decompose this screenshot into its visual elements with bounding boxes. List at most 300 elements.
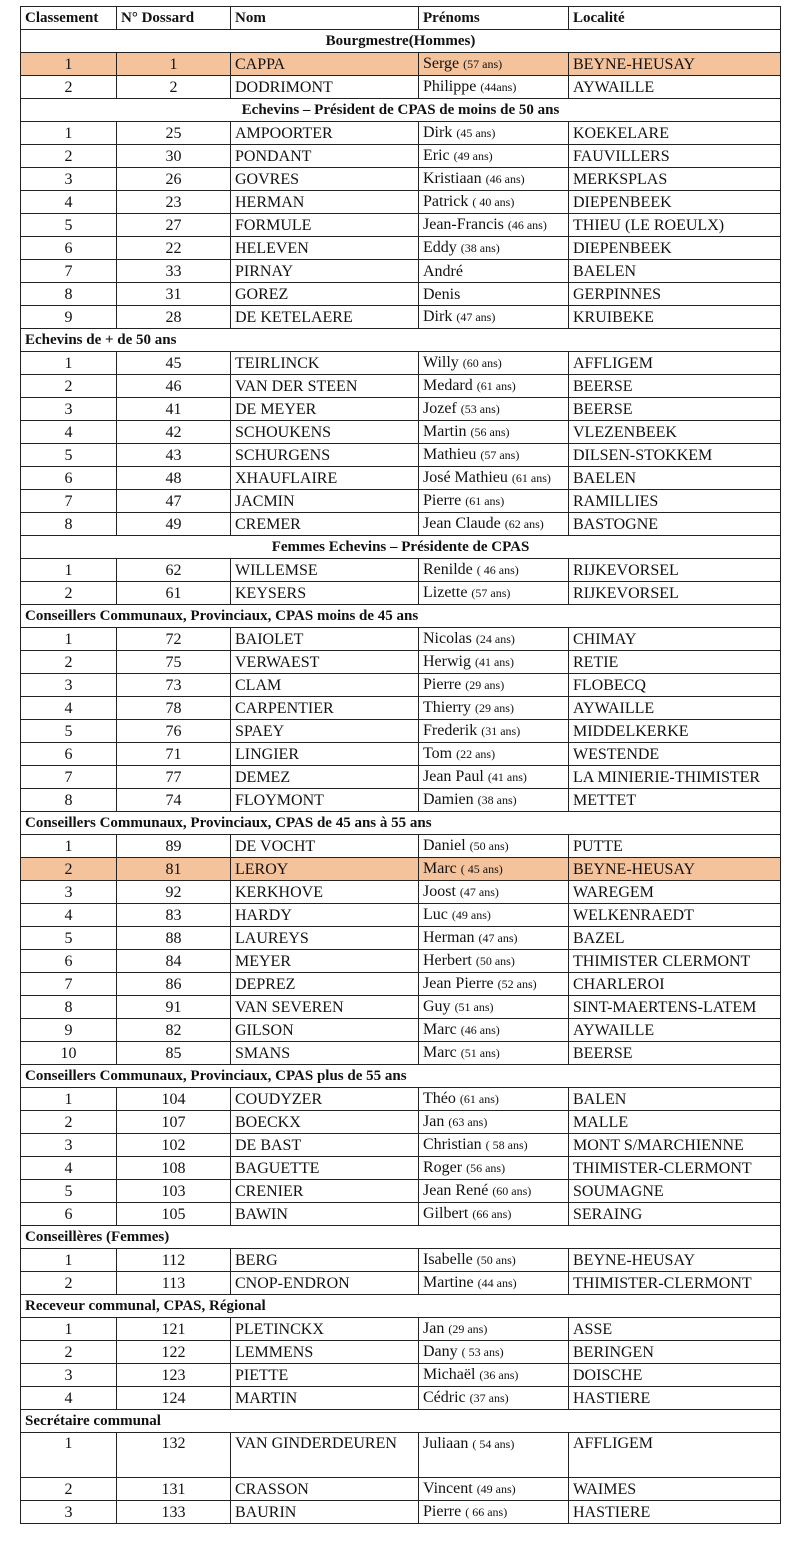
age-text: (61 ans) (511, 471, 551, 485)
age-text: (61 ans) (476, 379, 516, 393)
firstname-cell (419, 835, 569, 858)
rank-cell: 3 (21, 168, 117, 191)
rank-cell: 3 (21, 881, 117, 904)
bib-cell: 84 (117, 950, 231, 973)
name-cell: WILLEMSE (231, 559, 419, 582)
firstname-text: Denis (423, 285, 461, 303)
table-row (21, 421, 781, 444)
rank-cell: 4 (21, 1387, 117, 1410)
firstname-cell (419, 559, 569, 582)
rank-cell: 8 (21, 513, 117, 536)
name-cell: PIRNAY (231, 260, 419, 283)
firstname-cell (419, 283, 569, 306)
col-classement-header: Classement (21, 7, 117, 30)
age-text: (46 ans) (485, 172, 525, 186)
table-row (21, 76, 781, 99)
firstname-cell (419, 1111, 569, 1134)
locality-cell: BERINGEN (569, 1341, 781, 1364)
firstname-text: Pierre (423, 676, 462, 693)
rank-cell: 2 (21, 1478, 117, 1501)
bib-cell: 45 (117, 352, 231, 375)
firstname-cell (419, 398, 569, 421)
locality-cell: KOEKELARE (569, 122, 781, 145)
name-cell: LINGIER (231, 743, 419, 766)
table-row (21, 835, 781, 858)
firstname-cell (419, 1433, 569, 1478)
locality-cell: WESTENDE (569, 743, 781, 766)
rank-cell: 10 (21, 1042, 117, 1065)
table-row (21, 191, 781, 214)
firstname-cell (419, 1341, 569, 1364)
bib-cell: 73 (117, 674, 231, 697)
locality-cell: THIMISTER-CLERMONT (569, 1157, 781, 1180)
table-row (21, 1249, 781, 1272)
firstname-cell (419, 421, 569, 444)
table-row (21, 168, 781, 191)
locality-cell: BASTOGNE (569, 513, 781, 536)
name-cell: SCHURGENS (231, 444, 419, 467)
firstname-text: Marc (423, 1021, 457, 1038)
bib-cell: 89 (117, 835, 231, 858)
firstname-text: Vincent (423, 1480, 473, 1497)
firstname-text: Luc (423, 906, 448, 923)
rank-cell: 2 (21, 145, 117, 168)
rank-cell: 5 (21, 1180, 117, 1203)
name-cell: VAN DER STEEN (231, 375, 419, 398)
firstname-text: Frederik (423, 722, 478, 739)
table-row (21, 996, 781, 1019)
age-text: (37 ans) (469, 1391, 509, 1405)
bib-cell: 122 (117, 1341, 231, 1364)
locality-cell: HASTIERE (569, 1387, 781, 1410)
firstname-text: Nicolas (423, 630, 472, 647)
name-cell: CNOP-ENDRON (231, 1272, 419, 1295)
firstname-text: Jean-Francis (423, 216, 504, 233)
name-cell: BERG (231, 1249, 419, 1272)
rank-cell: 4 (21, 1157, 117, 1180)
rank-cell: 3 (21, 1501, 117, 1524)
firstname-cell (419, 237, 569, 260)
table-row (21, 145, 781, 168)
firstname-text: Théo (423, 1090, 456, 1107)
col-prenoms-header: Prénoms (419, 7, 569, 30)
table-row (21, 651, 781, 674)
name-cell: CAPPA (231, 53, 419, 76)
name-cell: DODRIMONT (231, 76, 419, 99)
firstname-text: Medard (423, 377, 473, 394)
firstname-text: Dirk (423, 308, 453, 325)
age-text: ( 40 ans) (472, 195, 515, 209)
bib-cell: 108 (117, 1157, 231, 1180)
rank-cell: 3 (21, 1364, 117, 1387)
firstname-text: Jean René (423, 1182, 489, 1199)
table-row (21, 375, 781, 398)
age-text: (50 ans) (475, 954, 515, 968)
table-row (21, 1501, 781, 1524)
bib-cell: 78 (117, 697, 231, 720)
locality-cell: HASTIERE (569, 1501, 781, 1524)
locality-cell: SOUMAGNE (569, 1180, 781, 1203)
section-title: Secrétaire communal (21, 1410, 781, 1433)
name-cell: SCHOUKENS (231, 421, 419, 444)
name-cell: BAGUETTE (231, 1157, 419, 1180)
bib-cell: 82 (117, 1019, 231, 1042)
rank-cell: 2 (21, 1272, 117, 1295)
firstname-text: Herman (423, 929, 475, 946)
firstname-cell (419, 145, 569, 168)
bib-cell: 88 (117, 927, 231, 950)
table-row (21, 352, 781, 375)
name-cell: SPAEY (231, 720, 419, 743)
section-heading-row (21, 30, 781, 53)
rank-cell: 2 (21, 375, 117, 398)
bib-cell: 43 (117, 444, 231, 467)
age-text: ( 58 ans) (485, 1138, 528, 1152)
rank-cell: 7 (21, 260, 117, 283)
name-cell: HARDY (231, 904, 419, 927)
age-text: (24 ans) (475, 632, 515, 646)
firstname-cell (419, 1042, 569, 1065)
age-text: (49 ans) (453, 149, 493, 163)
age-text: (47 ans) (456, 310, 496, 324)
table-row (21, 1364, 781, 1387)
firstname-cell (419, 973, 569, 996)
name-cell: DE MEYER (231, 398, 419, 421)
firstname-text: Jean Claude (423, 515, 501, 532)
table-row (21, 214, 781, 237)
rank-cell: 2 (21, 651, 117, 674)
rank-cell: 6 (21, 743, 117, 766)
bib-cell: 92 (117, 881, 231, 904)
table-row (21, 674, 781, 697)
section-title: Echevins – Président de CPAS de moins de 50 ans (21, 99, 781, 122)
firstname-text: Guy (423, 998, 451, 1015)
table-row (21, 467, 781, 490)
firstname-cell (419, 1387, 569, 1410)
age-text: (44ans) (480, 80, 517, 94)
section-heading-row (21, 536, 781, 559)
bib-cell: 46 (117, 375, 231, 398)
firstname-cell (419, 743, 569, 766)
locality-cell: MIDDELKERKE (569, 720, 781, 743)
locality-cell: RAMILLIES (569, 490, 781, 513)
locality-cell: BEYNE-HEUSAY (569, 53, 781, 76)
locality-cell: BAELEN (569, 467, 781, 490)
rank-cell: 6 (21, 237, 117, 260)
results-table (20, 6, 781, 1524)
age-text: (60 ans) (462, 356, 502, 370)
bib-cell: 72 (117, 628, 231, 651)
bib-cell: 33 (117, 260, 231, 283)
table-row (21, 1272, 781, 1295)
name-cell: VAN SEVEREN (231, 996, 419, 1019)
firstname-cell (419, 168, 569, 191)
firstname-text: Gilbert (423, 1205, 469, 1222)
firstname-text: Christian (423, 1136, 482, 1153)
firstname-cell (419, 490, 569, 513)
table-row (21, 628, 781, 651)
age-text: (57 ans) (463, 57, 503, 71)
age-text: (61 ans) (465, 494, 505, 508)
bib-cell: 26 (117, 168, 231, 191)
table-row (21, 306, 781, 329)
bib-cell: 112 (117, 1249, 231, 1272)
locality-cell: CHARLEROI (569, 973, 781, 996)
locality-cell: RIJKEVORSEL (569, 582, 781, 605)
name-cell: DE KETELAERE (231, 306, 419, 329)
firstname-text: Serge (423, 55, 460, 72)
firstname-cell (419, 375, 569, 398)
firstname-cell (419, 260, 569, 283)
table-row (21, 1111, 781, 1134)
name-cell: BAIOLET (231, 628, 419, 651)
age-text: (51 ans) (460, 1046, 500, 1060)
firstname-text: Marc (423, 860, 457, 877)
bib-cell: 132 (117, 1433, 231, 1478)
name-cell: PLETINCKX (231, 1318, 419, 1341)
firstname-text: Thierry (423, 699, 471, 716)
firstname-text: Jozef (423, 400, 457, 417)
locality-cell: FAUVILLERS (569, 145, 781, 168)
table-row (21, 973, 781, 996)
locality-cell: WAREGEM (569, 881, 781, 904)
firstname-text: Roger (423, 1159, 463, 1176)
firstname-text: Marc (423, 1044, 457, 1061)
name-cell: COUDYZER (231, 1088, 419, 1111)
name-cell: GILSON (231, 1019, 419, 1042)
firstname-text: Martine (423, 1274, 474, 1291)
section-heading-row (21, 605, 781, 628)
firstname-cell (419, 1088, 569, 1111)
name-cell: DE BAST (231, 1134, 419, 1157)
bib-cell: 28 (117, 306, 231, 329)
results-body (21, 30, 781, 1524)
table-row (21, 1387, 781, 1410)
bib-cell: 27 (117, 214, 231, 237)
bib-cell: 124 (117, 1387, 231, 1410)
rank-cell: 4 (21, 904, 117, 927)
age-text: (50 ans) (469, 839, 509, 853)
rank-cell: 2 (21, 1111, 117, 1134)
locality-cell: DIEPENBEEK (569, 191, 781, 214)
table-row (21, 237, 781, 260)
table-row (21, 697, 781, 720)
locality-cell: THIEU (LE ROEULX) (569, 214, 781, 237)
table-row (21, 398, 781, 421)
name-cell: DE VOCHT (231, 835, 419, 858)
bib-cell: 75 (117, 651, 231, 674)
name-cell: VERWAEST (231, 651, 419, 674)
name-cell: MEYER (231, 950, 419, 973)
name-cell: CRENIER (231, 1180, 419, 1203)
firstname-text: Daniel (423, 837, 466, 854)
bib-cell: 42 (117, 421, 231, 444)
age-text: (31 ans) (481, 724, 521, 738)
firstname-text: Tom (423, 745, 453, 762)
firstname-cell (419, 881, 569, 904)
age-text: (22 ans) (456, 747, 496, 761)
age-text: (57 ans) (480, 448, 520, 462)
firstname-cell (419, 306, 569, 329)
firstname-cell (419, 1318, 569, 1341)
firstname-cell (419, 651, 569, 674)
firstname-cell (419, 214, 569, 237)
locality-cell: AYWAILLE (569, 1019, 781, 1042)
rank-cell: 3 (21, 674, 117, 697)
age-text: (66 ans) (472, 1207, 512, 1221)
age-text: (56 ans) (466, 1161, 506, 1175)
rank-cell: 1 (21, 1433, 117, 1478)
firstname-text: Renilde (423, 561, 473, 578)
bib-cell: 61 (117, 582, 231, 605)
name-cell: CLAM (231, 674, 419, 697)
locality-cell: METTET (569, 789, 781, 812)
firstname-cell (419, 950, 569, 973)
locality-cell: FLOBECQ (569, 674, 781, 697)
firstname-cell (419, 1203, 569, 1226)
table-row (21, 490, 781, 513)
bib-cell: 74 (117, 789, 231, 812)
section-heading-row (21, 329, 781, 352)
rank-cell: 7 (21, 766, 117, 789)
table-row (21, 260, 781, 283)
firstname-cell (419, 697, 569, 720)
rank-cell: 5 (21, 444, 117, 467)
rank-cell: 8 (21, 283, 117, 306)
table-row (21, 1433, 781, 1478)
name-cell: CRASSON (231, 1478, 419, 1501)
name-cell: AMPOORTER (231, 122, 419, 145)
name-cell: XHAUFLAIRE (231, 467, 419, 490)
bib-cell: 25 (117, 122, 231, 145)
age-text: (47 ans) (478, 931, 518, 945)
locality-cell: BEERSE (569, 1042, 781, 1065)
table-row (21, 1088, 781, 1111)
age-text: ( 53 ans) (461, 1345, 504, 1359)
name-cell: GOREZ (231, 283, 419, 306)
age-text: ( 54 ans) (472, 1437, 515, 1451)
rank-cell: 1 (21, 352, 117, 375)
table-row (21, 743, 781, 766)
age-text: (47 ans) (459, 885, 499, 899)
rank-cell: 8 (21, 789, 117, 812)
locality-cell: RIJKEVORSEL (569, 559, 781, 582)
firstname-cell (419, 582, 569, 605)
name-cell: DEMEZ (231, 766, 419, 789)
age-text: (57 ans) (471, 586, 511, 600)
firstname-text: Dirk (423, 124, 453, 141)
firstname-text: Herwig (423, 653, 471, 670)
table-row (21, 720, 781, 743)
firstname-text: Pierre (423, 492, 462, 509)
age-text: ( 46 ans) (476, 563, 519, 577)
age-text: (61 ans) (459, 1092, 499, 1106)
name-cell: PONDANT (231, 145, 419, 168)
name-cell: CREMER (231, 513, 419, 536)
firstname-text: Herbert (423, 952, 472, 969)
firstname-cell (419, 1180, 569, 1203)
age-text: (52 ans) (497, 977, 537, 991)
locality-cell: SERAING (569, 1203, 781, 1226)
bib-cell: 131 (117, 1478, 231, 1501)
locality-cell: AFFLIGEM (569, 1433, 781, 1478)
firstname-cell (419, 1134, 569, 1157)
rank-cell: 3 (21, 398, 117, 421)
locality-cell: THIMISTER-CLERMONT (569, 1272, 781, 1295)
firstname-cell (419, 1019, 569, 1042)
age-text: (62 ans) (504, 517, 544, 531)
bib-cell: 31 (117, 283, 231, 306)
rank-cell: 1 (21, 628, 117, 651)
locality-cell: AYWAILLE (569, 697, 781, 720)
header-row (21, 7, 781, 30)
firstname-text: Patrick (423, 193, 469, 210)
firstname-text: Eddy (423, 239, 457, 256)
table-row (21, 950, 781, 973)
bib-cell: 62 (117, 559, 231, 582)
name-cell: SMANS (231, 1042, 419, 1065)
firstname-text: André (423, 262, 463, 280)
table-row (21, 789, 781, 812)
rank-cell: 1 (21, 1318, 117, 1341)
rank-cell: 2 (21, 858, 117, 881)
age-text: (63 ans) (448, 1115, 488, 1129)
table-row (21, 559, 781, 582)
age-text: (44 ans) (477, 1276, 517, 1290)
bib-cell: 133 (117, 1501, 231, 1524)
rank-cell: 2 (21, 582, 117, 605)
locality-cell: DILSEN-STOKKEM (569, 444, 781, 467)
age-text: (29 ans) (465, 678, 505, 692)
locality-cell: THIMISTER CLERMONT (569, 950, 781, 973)
bib-cell: 86 (117, 973, 231, 996)
table-row (21, 858, 781, 881)
table-row (21, 881, 781, 904)
firstname-cell (419, 444, 569, 467)
bib-cell: 1 (117, 53, 231, 76)
firstname-cell (419, 789, 569, 812)
name-cell: KEYSERS (231, 582, 419, 605)
locality-cell: WAIMES (569, 1478, 781, 1501)
bib-cell: 81 (117, 858, 231, 881)
bib-cell: 48 (117, 467, 231, 490)
table-row (21, 1478, 781, 1501)
firstname-cell (419, 122, 569, 145)
name-cell: DEPREZ (231, 973, 419, 996)
locality-cell: BAZEL (569, 927, 781, 950)
col-dossard-header: N° Dossard (117, 7, 231, 30)
age-text: (29 ans) (474, 701, 514, 715)
table-row (21, 582, 781, 605)
rank-cell: 2 (21, 1341, 117, 1364)
name-cell: CARPENTIER (231, 697, 419, 720)
rank-cell: 1 (21, 1088, 117, 1111)
table-row (21, 444, 781, 467)
firstname-text: José Mathieu (423, 469, 508, 486)
rank-cell: 5 (21, 927, 117, 950)
name-cell: GOVRES (231, 168, 419, 191)
age-text: (46 ans) (460, 1023, 500, 1037)
name-cell: PIETTE (231, 1364, 419, 1387)
bib-cell: 83 (117, 904, 231, 927)
section-heading-row (21, 812, 781, 835)
age-text: ( 45 ans) (460, 862, 503, 876)
firstname-text: Philippe (423, 78, 477, 95)
table-row (21, 927, 781, 950)
col-localite-header: Localité (569, 7, 781, 30)
bib-cell: 102 (117, 1134, 231, 1157)
table-row (21, 53, 781, 76)
